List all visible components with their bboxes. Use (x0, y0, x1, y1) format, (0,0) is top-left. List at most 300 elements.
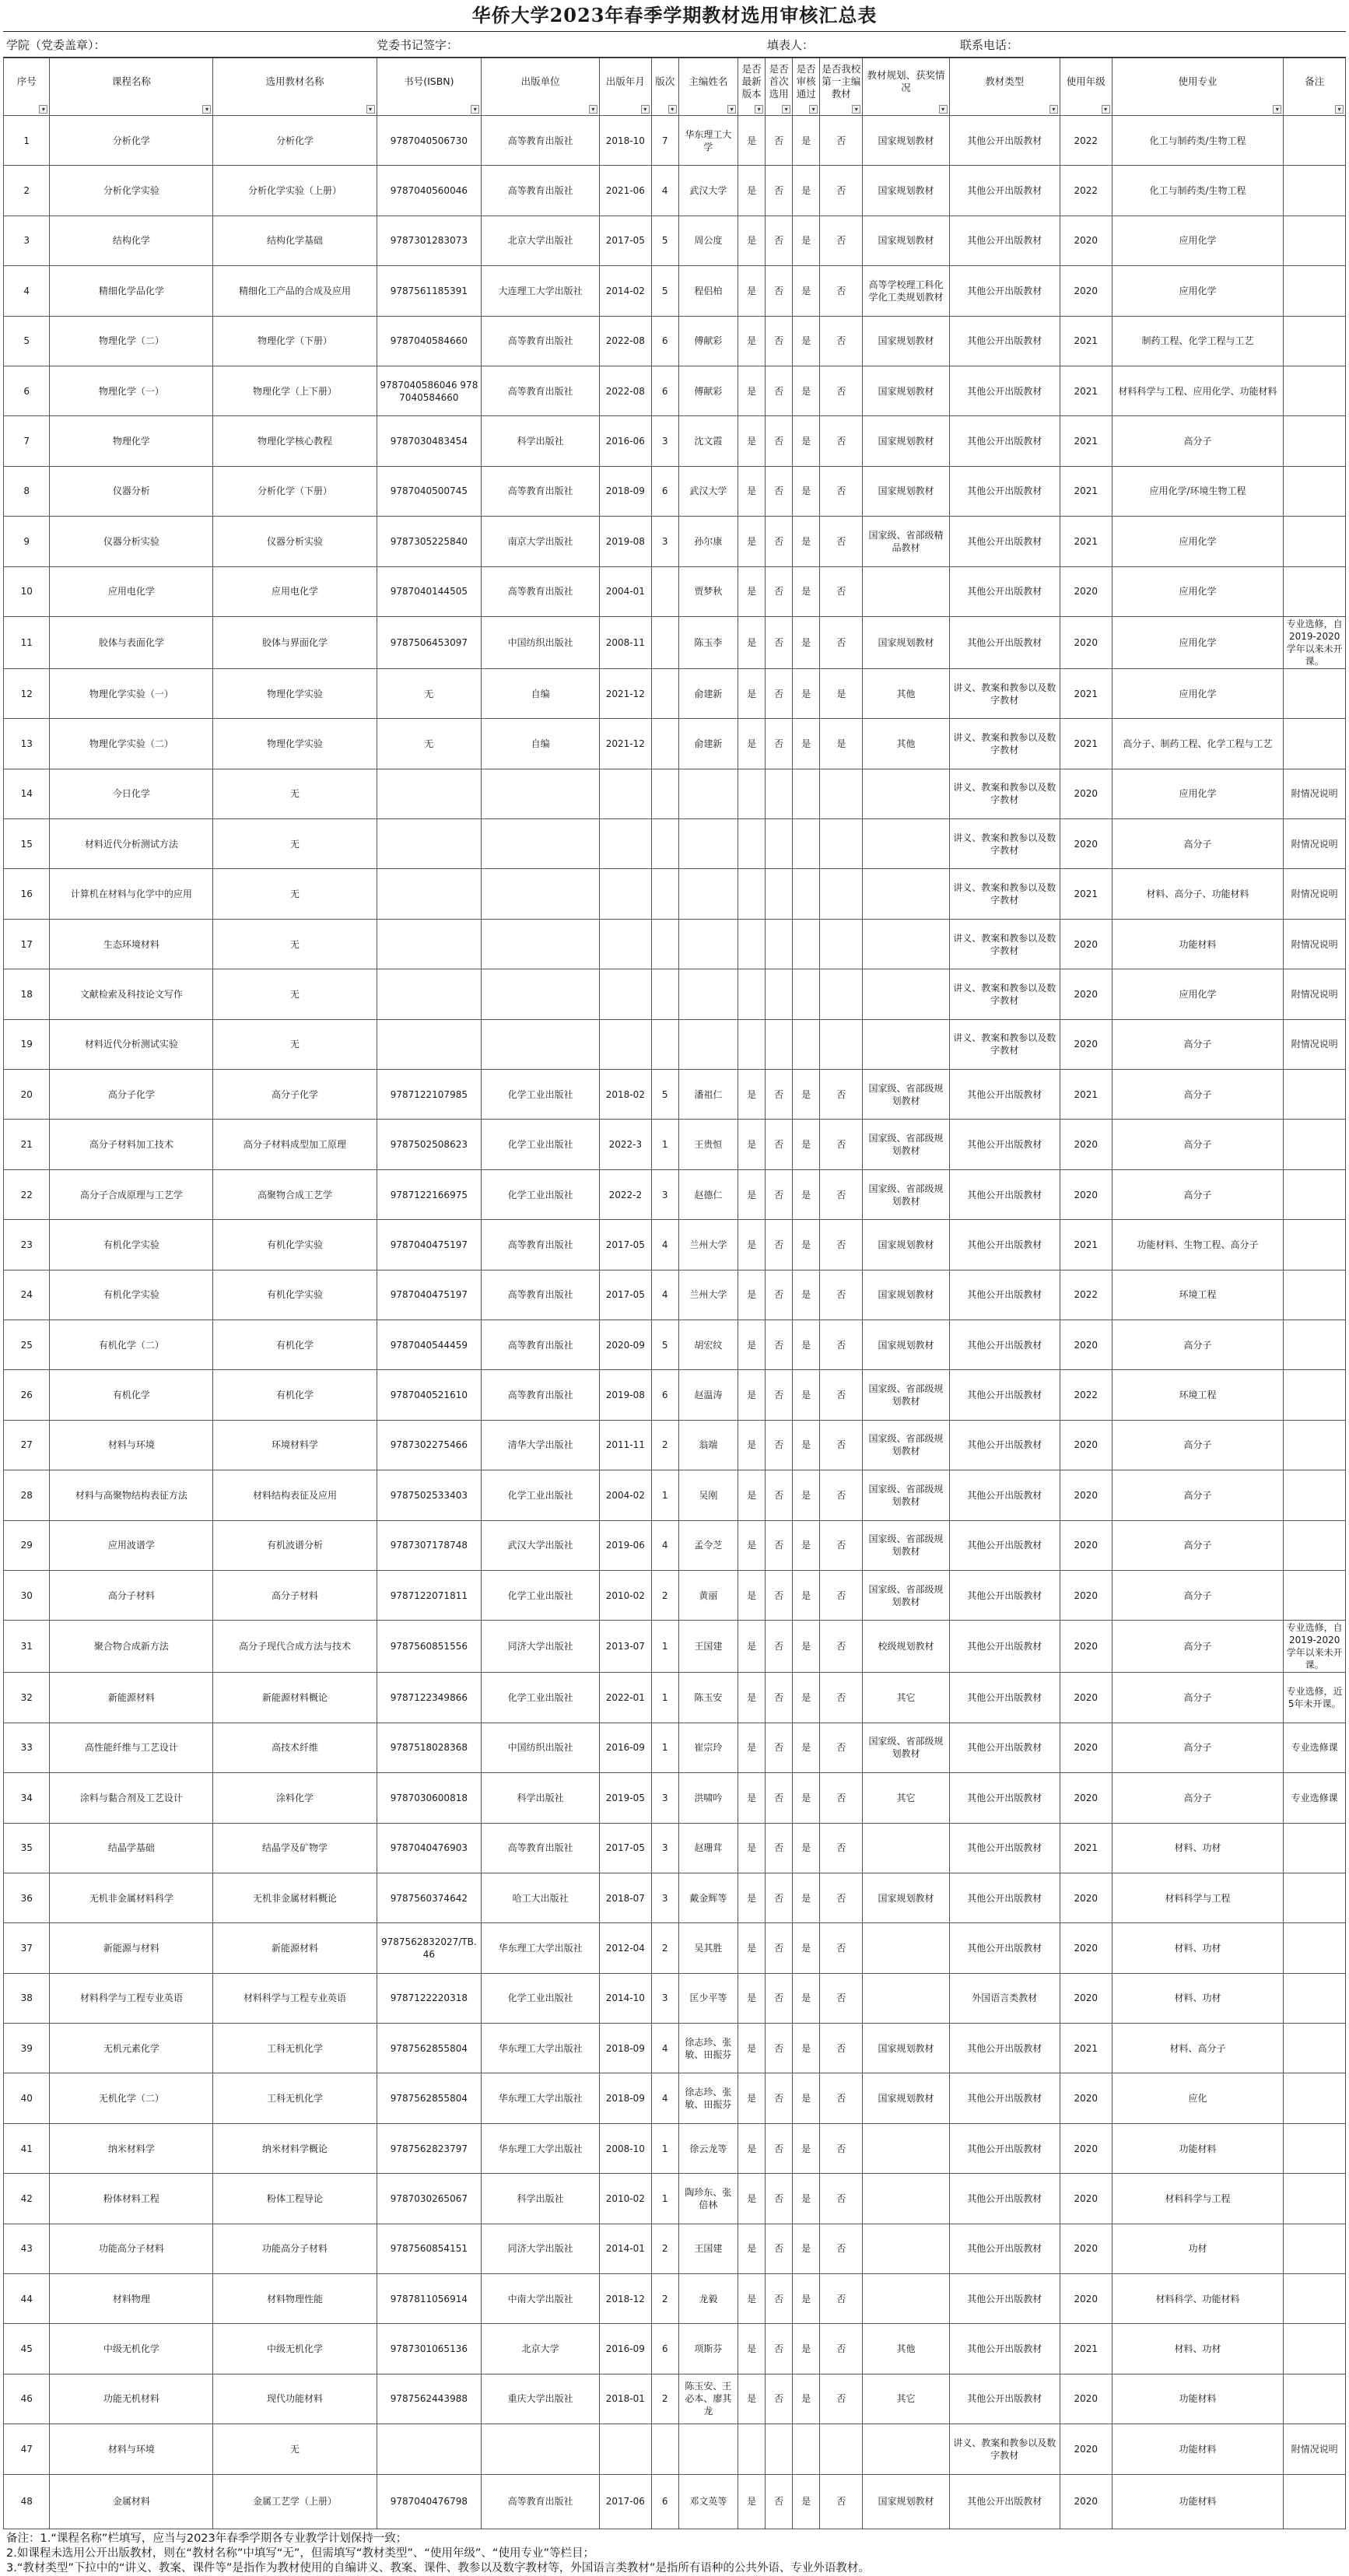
table-cell: 2018-02 (599, 1070, 651, 1120)
table-cell: 9787122166975 (377, 1169, 482, 1219)
table-cell: 无机非金属材料科学 (50, 1873, 213, 1922)
table-row (4, 366, 1346, 415)
table-cell: 纳米材料学概论 (213, 2123, 377, 2173)
table-cell: 中南大学出版社 (482, 2274, 600, 2324)
table-cell: 国家规划教材 (863, 1873, 949, 1922)
notes (3, 2529, 1346, 2576)
table-cell (482, 2424, 600, 2474)
table-cell: 是 (738, 366, 766, 415)
table-cell: 9787560854151 (377, 2224, 482, 2273)
table-cell: 高等教育出版社 (482, 1270, 600, 1320)
table-cell: 国家规划教材 (863, 2474, 949, 2529)
filter-dropdown-icon[interactable]: ▾ (202, 105, 211, 114)
table-cell: 2018-01 (599, 2374, 651, 2424)
table-cell (1284, 719, 1346, 769)
column-header-label: 序号 (16, 75, 37, 87)
table-cell: 无机元素化学 (50, 2024, 213, 2073)
column-header-label: 是否我校第一主编教材 (822, 63, 861, 100)
table-cell: 化学工业出版社 (482, 1973, 600, 2023)
table-cell: 22 (4, 1169, 50, 1219)
table-cell: 生态环境材料 (50, 919, 213, 969)
table-cell: 9787040506730 (377, 116, 482, 166)
table-cell: 应用化学 (1112, 769, 1284, 818)
table-cell: 国家级、省部级规划教材 (863, 1370, 949, 1420)
table-cell (1284, 1470, 1346, 1520)
table-cell: 其他公开出版教材 (949, 2374, 1060, 2424)
table-cell: 否 (820, 316, 863, 366)
table-cell: 4 (4, 266, 50, 316)
table-cell: 是 (793, 1570, 820, 1620)
table-cell (482, 919, 600, 969)
table-cell (820, 819, 863, 869)
table-cell: 2021 (1060, 316, 1112, 366)
table-cell: 是 (738, 1220, 766, 1270)
table-cell: 否 (820, 1570, 863, 1620)
table-cell: 中级无机化学 (213, 2324, 377, 2374)
table-cell: 是 (738, 668, 766, 718)
table-cell: 其他公开出版教材 (949, 1120, 1060, 1169)
table-cell: 新能源材料 (50, 1673, 213, 1723)
column-header-label: 使用专业 (1178, 75, 1218, 87)
column-header-label: 出版单位 (520, 75, 560, 87)
table-cell: 2021 (1060, 869, 1112, 919)
table-cell: 无 (213, 919, 377, 969)
table-cell: 是 (793, 1120, 820, 1169)
table-cell: 是 (738, 1520, 766, 1570)
table-cell: 是 (738, 616, 766, 668)
table-cell: 其他公开出版教材 (949, 1621, 1060, 1673)
table-cell: 2021 (1060, 466, 1112, 516)
filter-dropdown-icon[interactable]: ▾ (39, 105, 47, 114)
table-cell (678, 1019, 738, 1069)
table-cell: 否 (766, 116, 793, 166)
table-cell: 2019-05 (599, 1773, 651, 1823)
table-cell: 6 (651, 366, 678, 415)
table-cell: 国家级、省部级规划教材 (863, 1169, 949, 1219)
table-cell: 35 (4, 1823, 50, 1873)
column-header-label: 书号(ISBN) (404, 75, 454, 87)
filter-dropdown-icon[interactable]: ▾ (1273, 105, 1281, 114)
table-cell: 2019-08 (599, 517, 651, 566)
table-cell (1284, 2274, 1346, 2324)
table-cell: 材料结构表征及应用 (213, 1470, 377, 1520)
table-cell: 其他公开出版教材 (949, 2123, 1060, 2173)
table-cell: 讲义、教案和教参以及数字教材 (949, 719, 1060, 769)
table-cell: 9787506453097 (377, 616, 482, 668)
table-cell: 涂料与黏合剂及工艺设计 (50, 1773, 213, 1823)
table-cell: 高分子化学 (213, 1070, 377, 1120)
table-cell: 是 (793, 1070, 820, 1120)
table-cell: 结晶学基础 (50, 1823, 213, 1873)
table-cell: 国家级、省部级规划教材 (863, 1470, 949, 1520)
table-cell: 国家级、省部级精品教材 (863, 517, 949, 566)
table-cell: 是 (793, 1470, 820, 1520)
table-cell: 25 (4, 1320, 50, 1369)
table-cell: 2 (651, 1923, 678, 1973)
table-cell: 9787302275466 (377, 1420, 482, 1470)
table-cell: 俞建新 (678, 719, 738, 769)
table-cell: 4 (651, 1220, 678, 1270)
table-row (4, 2073, 1346, 2123)
table-cell: 2021 (1060, 668, 1112, 718)
table-cell: 否 (820, 366, 863, 415)
table-cell (377, 819, 482, 869)
table-cell: 2020 (1060, 1723, 1112, 1772)
filter-dropdown-icon[interactable]: ▾ (809, 105, 818, 114)
table-cell: 5 (651, 216, 678, 265)
table-cell (1284, 1320, 1346, 1369)
table-cell: 40 (4, 2073, 50, 2123)
table-cell: 2020 (1060, 919, 1112, 969)
table-cell: 是 (793, 1873, 820, 1922)
table-cell: 功能高分子材料 (50, 2224, 213, 2273)
table-cell: 39 (4, 2024, 50, 2073)
table-cell: 高等教育出版社 (482, 566, 600, 616)
table-cell: 功能无机材料 (50, 2374, 213, 2424)
table-cell: 是 (793, 266, 820, 316)
table-cell: 2020 (1060, 566, 1112, 616)
table-cell: 高分子 (1112, 1773, 1284, 1823)
table-cell: 9787562443988 (377, 2374, 482, 2424)
filter-dropdown-icon[interactable]: ▾ (1049, 105, 1058, 114)
table-cell: 仪器分析 (50, 466, 213, 516)
table-cell: 2018-10 (599, 116, 651, 166)
table-cell (793, 2424, 820, 2474)
table-cell: 10 (4, 566, 50, 616)
table-cell (651, 566, 678, 616)
table-cell: 2010-02 (599, 2174, 651, 2224)
table-cell: 物理化学核心教程 (213, 416, 377, 466)
table-cell: 高分子 (1112, 1120, 1284, 1169)
table-cell (863, 2274, 949, 2324)
table-cell: 2019-08 (599, 1370, 651, 1420)
table-cell: 科学出版社 (482, 2174, 600, 2224)
table-cell: 是 (738, 1370, 766, 1420)
table-cell: 华东理工大学出版社 (482, 2073, 600, 2123)
table-cell (651, 769, 678, 818)
table-cell: 功能材料、生物工程、高分子 (1112, 1220, 1284, 1270)
table-cell: 华东理工大学出版社 (482, 2123, 600, 2173)
table-cell: 其他公开出版教材 (949, 1420, 1060, 1470)
table-cell: 2020 (1060, 819, 1112, 869)
table-cell: 9787030600818 (377, 1773, 482, 1823)
table-cell: 讲义、教案和教参以及数字教材 (949, 1019, 1060, 1069)
table-cell: 9787301065136 (377, 2324, 482, 2374)
table-cell: 2016-06 (599, 416, 651, 466)
table-cell: 讲义、教案和教参以及数字教材 (949, 969, 1060, 1019)
table-cell: 材料、功材 (1112, 1973, 1284, 2023)
filter-dropdown-icon[interactable]: ▾ (668, 105, 677, 114)
table-cell: 否 (820, 1823, 863, 1873)
table-row (4, 1169, 1346, 1219)
table-row (4, 2374, 1346, 2424)
table-row (4, 1923, 1346, 1973)
table-cell (738, 819, 766, 869)
table-cell: 有机化学实验 (213, 1220, 377, 1270)
table-cell: 附情况说明 (1284, 969, 1346, 1019)
table-cell: 23 (4, 1220, 50, 1270)
table-cell: 2020 (1060, 2474, 1112, 2529)
table-cell: 结构化学 (50, 216, 213, 265)
table-cell: 否 (766, 1169, 793, 1219)
table-cell (1284, 2073, 1346, 2123)
table-cell: 大连理工大学出版社 (482, 266, 600, 316)
table-cell: 否 (820, 216, 863, 265)
table-cell: 应用化学 (1112, 517, 1284, 566)
table-cell: 物理化学（下册） (213, 316, 377, 366)
table-cell: 新能源材料概论 (213, 1673, 377, 1723)
table-cell: 2021-12 (599, 668, 651, 718)
table-cell: 16 (4, 869, 50, 919)
page-title: 华侨大学2023年春季学期教材选用审核汇总表 (471, 4, 878, 26)
table-cell (678, 869, 738, 919)
table-cell: 9787122107985 (377, 1070, 482, 1120)
filter-dropdown-icon[interactable]: ▾ (366, 105, 375, 114)
column-header (949, 58, 1060, 116)
column-header-label: 教材类型 (985, 75, 1025, 87)
table-cell: 孙尔康 (678, 517, 738, 566)
filter-dropdown-icon[interactable]: ▾ (852, 105, 860, 114)
table-cell: 其他公开出版教材 (949, 2073, 1060, 2123)
table-cell: 功材 (1112, 2224, 1284, 2273)
filter-dropdown-icon[interactable]: ▾ (1102, 105, 1110, 114)
table-cell: 2020 (1060, 1019, 1112, 1069)
table-cell: 否 (766, 1773, 793, 1823)
table-cell: 匡少平等 (678, 1973, 738, 2023)
table-cell (678, 819, 738, 869)
table-cell: 4 (651, 1270, 678, 1320)
table-cell (1284, 2324, 1346, 2374)
table-cell: 是 (793, 2474, 820, 2529)
table-cell: 是 (738, 1420, 766, 1470)
table-cell: 否 (766, 668, 793, 718)
table-cell: 高分子 (1112, 1723, 1284, 1772)
table-cell (678, 769, 738, 818)
table-cell: 9787560374642 (377, 1873, 482, 1922)
table-cell: 9787560851556 (377, 1621, 482, 1673)
table-cell: 2020-09 (599, 1320, 651, 1369)
table-cell: 其他公开出版教材 (949, 1723, 1060, 1772)
filter-dropdown-icon[interactable]: ▾ (471, 105, 479, 114)
table-cell: 2020 (1060, 1873, 1112, 1922)
table-cell: 是 (738, 517, 766, 566)
table-cell (793, 869, 820, 919)
table-cell: 其他公开出版教材 (949, 2024, 1060, 2073)
table-cell: 是 (793, 316, 820, 366)
table-cell: 2020 (1060, 1320, 1112, 1369)
table-cell: 3 (651, 1823, 678, 1873)
table-cell: 1 (651, 2123, 678, 2173)
table-cell: 其他公开出版教材 (949, 1673, 1060, 1723)
table-cell (1284, 216, 1346, 265)
table-cell (820, 769, 863, 818)
table-cell: 分析化学 (50, 116, 213, 166)
table-cell: 24 (4, 1270, 50, 1320)
table-cell: 是 (738, 116, 766, 166)
table-cell: 是 (793, 1169, 820, 1219)
table-cell: 否 (766, 2174, 793, 2224)
table-cell: 有机波谱分析 (213, 1520, 377, 1570)
table-cell: 是 (793, 1270, 820, 1320)
table-cell: 化学工业出版社 (482, 1070, 600, 1120)
table-cell: 中国纺织出版社 (482, 616, 600, 668)
table-cell: 33 (4, 1723, 50, 1772)
table-cell: 沈文霞 (678, 416, 738, 466)
filter-dropdown-icon[interactable]: ▾ (1335, 105, 1344, 114)
table-cell: 其他 (863, 668, 949, 718)
table-cell: 是 (738, 1470, 766, 1520)
column-header (738, 58, 766, 116)
table-cell: 同济大学出版社 (482, 1621, 600, 1673)
table-cell: 否 (766, 2274, 793, 2324)
table-cell: 44 (4, 2274, 50, 2324)
table-cell: 否 (820, 1169, 863, 1219)
table-cell: 附情况说明 (1284, 769, 1346, 818)
table-cell: 是 (738, 2024, 766, 2073)
table-cell: 自编 (482, 719, 600, 769)
table-cell (1284, 1520, 1346, 1570)
table-row (4, 2424, 1346, 2474)
table-cell: 2021 (1060, 719, 1112, 769)
table-cell: 无 (377, 668, 482, 718)
table-row (4, 216, 1346, 265)
table-cell: 是 (793, 566, 820, 616)
table-cell: 9787040584660 (377, 316, 482, 366)
table-cell: 是 (738, 1070, 766, 1120)
table-cell: 3 (4, 216, 50, 265)
table-cell: 2018-09 (599, 466, 651, 516)
table-cell: 粉体工程导论 (213, 2174, 377, 2224)
table-cell: 材料、高分子 (1112, 2024, 1284, 2073)
table-cell: 其他公开出版教材 (949, 1520, 1060, 1570)
table-cell: 2 (651, 2224, 678, 2273)
table-cell (766, 769, 793, 818)
table-cell: 否 (820, 1673, 863, 1723)
table-cell (1284, 1070, 1346, 1120)
table-cell (1284, 1169, 1346, 1219)
table-cell (651, 919, 678, 969)
table-cell: 讲义、教案和教参以及数字教材 (949, 869, 1060, 919)
table-cell (766, 2424, 793, 2474)
table-cell: 2008-10 (599, 2123, 651, 2173)
table-cell: 制药工程、化学工程与工艺 (1112, 316, 1284, 366)
table-cell: 国家规划教材 (863, 1220, 949, 1270)
table-cell: 高分子现代合成方法与技术 (213, 1621, 377, 1673)
table-cell: 2020 (1060, 266, 1112, 316)
table-cell: 高分子 (1112, 1470, 1284, 1520)
table-cell: 高分子 (1112, 1520, 1284, 1570)
table-cell: 2020 (1060, 969, 1112, 1019)
table-cell: 否 (766, 2123, 793, 2173)
table-cell: 现代功能材料 (213, 2374, 377, 2424)
table-cell: 功能材料 (1112, 919, 1284, 969)
table-cell: 9787122071811 (377, 1570, 482, 1620)
table-cell: 5 (651, 266, 678, 316)
table-cell: 高分子 (1112, 416, 1284, 466)
table-cell: 否 (820, 1120, 863, 1169)
table-row (4, 616, 1346, 668)
table-row (4, 266, 1346, 316)
table-cell (1284, 416, 1346, 466)
table-cell: 2022-3 (599, 1120, 651, 1169)
table-cell: 是 (738, 2274, 766, 2324)
table-cell (1284, 266, 1346, 316)
table-cell: 其他公开出版教材 (949, 1270, 1060, 1320)
table-cell: 金属工艺学（上册） (213, 2474, 377, 2529)
table-cell: 2004-02 (599, 1470, 651, 1520)
table-cell: 华东理工大学出版社 (482, 1923, 600, 1973)
filter-dropdown-icon[interactable]: ▾ (589, 105, 597, 114)
table-cell (599, 2424, 651, 2474)
table-cell: 是 (738, 1823, 766, 1873)
table-cell: 否 (820, 2274, 863, 2324)
table-cell: 国家规划教材 (863, 116, 949, 166)
table-cell: 否 (820, 1723, 863, 1772)
table-cell (651, 1019, 678, 1069)
column-header-label: 教材规划、获奖情况 (867, 69, 945, 93)
table-cell: 专业选修课 (1284, 1723, 1346, 1772)
table-cell: 否 (766, 1320, 793, 1369)
table-cell: 否 (766, 1973, 793, 2023)
table-cell (1284, 1370, 1346, 1420)
filter-dropdown-icon[interactable]: ▾ (727, 105, 736, 114)
table-cell: 否 (820, 1923, 863, 1973)
table-cell: 武汉大学 (678, 166, 738, 216)
table-cell: 有机化学（二） (50, 1320, 213, 1369)
table-cell: 其他公开出版教材 (949, 1070, 1060, 1120)
table-cell: 否 (820, 1220, 863, 1270)
table-cell: 其他公开出版教材 (949, 366, 1060, 415)
filter-dropdown-icon[interactable]: ▾ (641, 105, 650, 114)
table-cell (377, 769, 482, 818)
table-cell: 国家级、省部级规划教材 (863, 1520, 949, 1570)
table-cell: 是 (793, 1973, 820, 2023)
table-cell: 2022 (1060, 1270, 1112, 1320)
table-cell: 否 (820, 2474, 863, 2529)
filter-dropdown-icon[interactable]: ▾ (782, 105, 790, 114)
table-cell: 是 (738, 1169, 766, 1219)
table-cell (678, 969, 738, 1019)
table-cell: 应用波谱学 (50, 1520, 213, 1570)
table-cell (766, 869, 793, 919)
column-header-label: 使用年级 (1066, 75, 1105, 87)
table-cell (651, 668, 678, 718)
table-cell: 国家规划教材 (863, 216, 949, 265)
table-cell: 30 (4, 1570, 50, 1620)
table-cell: 否 (766, 1270, 793, 1320)
table-cell (766, 819, 793, 869)
filter-dropdown-icon[interactable]: ▾ (755, 105, 763, 114)
filter-dropdown-icon[interactable]: ▾ (939, 105, 948, 114)
table-cell: 华东理工大学出版社 (482, 2024, 600, 2073)
table-cell: 3 (651, 416, 678, 466)
table-cell: 材料科学与工程专业英语 (213, 1973, 377, 2023)
table-cell: 重庆大学出版社 (482, 2374, 600, 2424)
table-cell: 高等教育出版社 (482, 366, 600, 415)
table-cell (1284, 316, 1346, 366)
table-cell: 胶体与表面化学 (50, 616, 213, 668)
table-cell: 环境工程 (1112, 1370, 1284, 1420)
table-cell: 9787502508623 (377, 1120, 482, 1169)
table-cell: 是 (793, 116, 820, 166)
table-cell: 是 (793, 416, 820, 466)
table-cell: 是 (738, 1320, 766, 1369)
table-cell: 2019-06 (599, 1520, 651, 1570)
column-header (50, 58, 213, 116)
table-cell: 9787030265067 (377, 2174, 482, 2224)
table-cell: 2020 (1060, 1621, 1112, 1673)
table-cell (651, 969, 678, 1019)
